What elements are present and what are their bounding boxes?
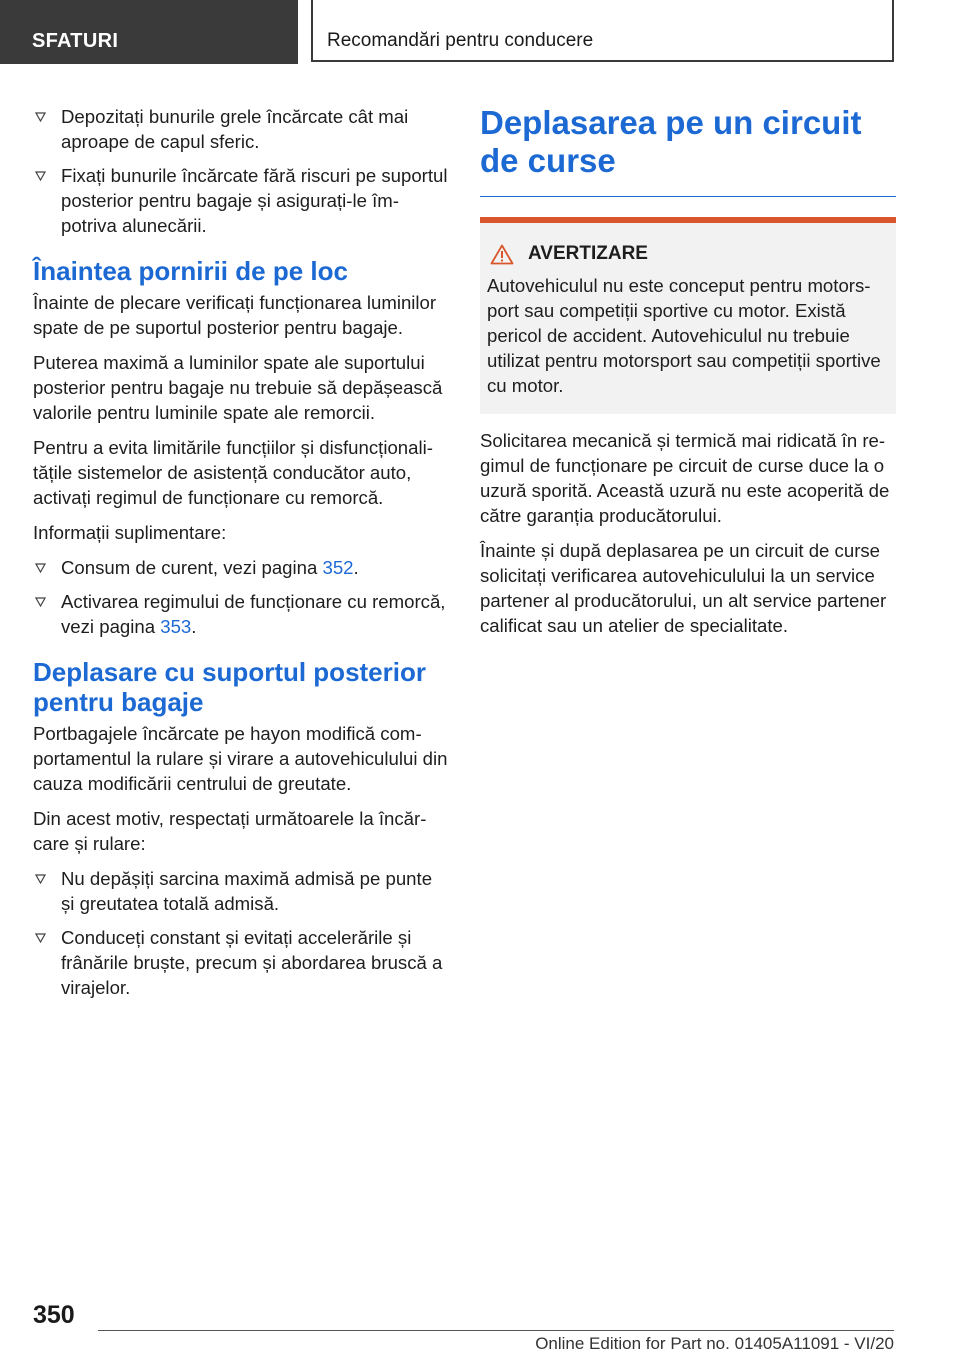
triangle-bullet-icon xyxy=(35,171,46,181)
section-heading-before-start: Înaintea pornirii de pe loc xyxy=(33,256,348,286)
header-chapter-box xyxy=(311,0,894,62)
page-link-353[interactable]: 353 xyxy=(160,616,192,637)
list-item-text: Consum de curent, vezi pagina xyxy=(61,557,323,578)
paragraph: Puterea maximă a luminilor spate ale suportului posterior pentru bagaje nu trebuie să depășească valorile pentru luminile spate ale remorcii. xyxy=(33,352,443,423)
triangle-bullet-icon xyxy=(35,597,46,607)
header-chapter-title: Recomandări pentru conducere xyxy=(327,30,594,51)
warning-title: AVERTIZARE xyxy=(528,243,648,264)
list-item-text: Nu depășiți sarcina maximă admisă pe punte și greutatea totală admisă. xyxy=(61,868,433,914)
triangle-bullet-icon xyxy=(35,933,46,943)
triangle-bullet-icon xyxy=(35,874,46,884)
warning-header xyxy=(487,243,889,265)
intro-bullet-list xyxy=(33,104,448,238)
header-section-tab xyxy=(0,0,298,64)
list-item xyxy=(33,163,448,238)
list-item xyxy=(33,866,448,916)
paragraph: Înainte de plecare verificați funcționarea luminilor spate de pe suportul posterior pentru bagaje. xyxy=(33,292,437,338)
right-column xyxy=(480,104,896,648)
footer-edition: Online Edition for Part no. 01405A11091 - VI/20 xyxy=(535,1334,894,1353)
warning-box xyxy=(480,217,896,414)
list-item-text: Depozitați bunurile grele încărcate cât mai aproape de capul sferic. xyxy=(61,106,409,152)
list-item xyxy=(33,925,448,1000)
paragraph: Pentru a evita limitările funcțiilor și disfuncționalitățile sistemelor de asistență conducător auto, activați regimul de funcționare cu remorcă. xyxy=(33,437,433,508)
paragraph: Informații suplimentare: xyxy=(33,522,227,543)
heading-divider xyxy=(480,196,896,197)
warning-triangle-icon xyxy=(490,244,514,265)
paragraph: Înainte și după deplasarea pe un circuit de curse solicitați verificarea autovehiculului la un service partener al producătorului, un alt service partener calificat sau un atelier de specialitate. xyxy=(480,540,887,636)
driving-bullet-list xyxy=(33,866,448,1000)
list-item xyxy=(33,104,448,154)
list-item-text: Activarea regimului de funcționare cu remorcă, vezi pagina xyxy=(61,591,446,637)
left-column xyxy=(33,104,448,1010)
paragraph: Din acest motiv, respectați următoarele la încărcare și rulare: xyxy=(33,808,427,854)
page-link-352[interactable]: 352 xyxy=(322,557,354,578)
list-item-end: . xyxy=(191,616,197,637)
info-bullet-list xyxy=(33,555,448,639)
list-item xyxy=(33,555,448,580)
list-item-end: . xyxy=(353,557,359,578)
list-item xyxy=(33,589,448,639)
main-heading-race-track: Deplasarea pe un circuit de curse xyxy=(480,104,862,179)
warning-text: Autovehiculul nu este conceput pentru motorsport sau competiții sportive cu motor. Există pericol de accident. Autovehiculul nu trebuie utilizat pentru motorsport sau competiții sportive cu motor. xyxy=(487,275,881,396)
header-section-title: SFATURI xyxy=(32,30,119,52)
triangle-bullet-icon xyxy=(35,563,46,573)
list-item-text: Conduceți constant și evitați accelerările și frânările bruște, precum și abordarea bruscă a virajelor. xyxy=(61,927,443,998)
paragraph: Portbagajele încărcate pe hayon modifică comportamentul la rulare și virare a autovehiculului din cauza modificării centrului de greutate. xyxy=(33,723,448,794)
footer-divider xyxy=(98,1330,894,1331)
paragraph: Solicitarea mecanică și termică mai ridicată în regimul de funcționare pe circuit de curse duce la o uzură sporită. Această uzură nu este acoperită de către garanția producătorului. xyxy=(480,430,890,526)
page-number: 350 xyxy=(33,1301,75,1329)
section-heading-rear-carrier: Deplasare cu suportul posterior pentru bagaje xyxy=(33,657,426,717)
triangle-bullet-icon xyxy=(35,112,46,122)
list-item-text: Fixați bunurile încărcate fără riscuri pe suportul posterior pentru bagaje și asigurați-le împotriva alunecării. xyxy=(61,165,448,236)
